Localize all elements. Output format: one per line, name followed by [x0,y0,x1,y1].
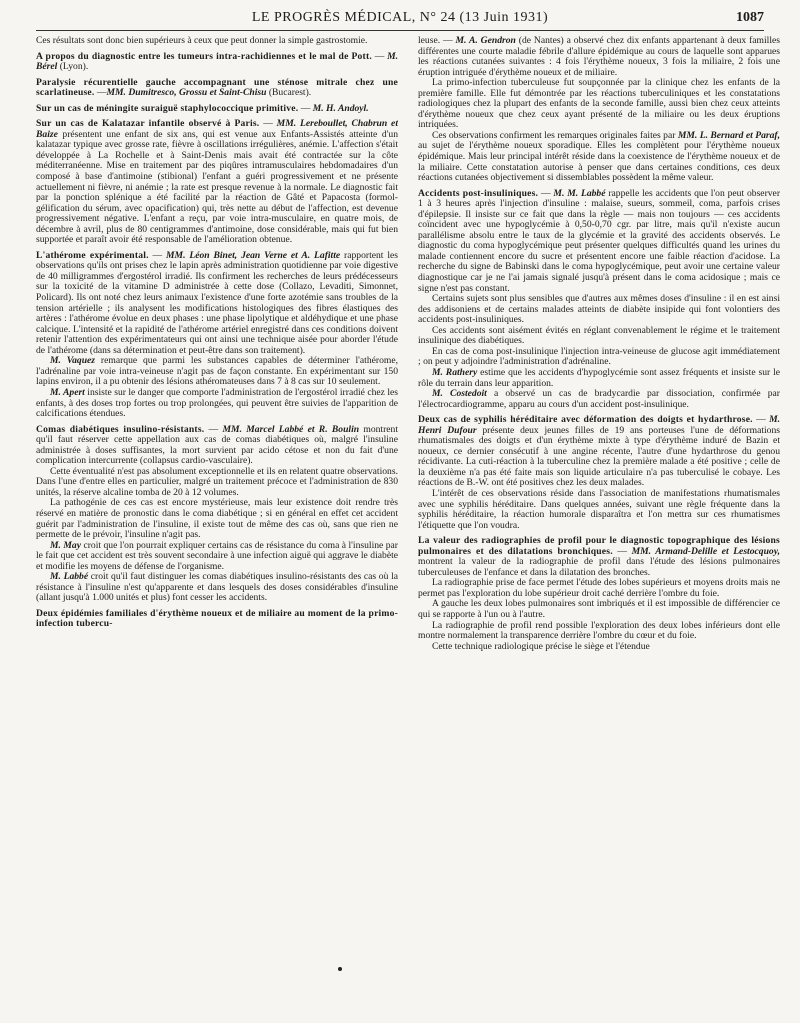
dash: — [259,118,277,130]
section-title: A propos du diagnostic entre les tumeurs intra-rachidiennes et le mal de Pott. [36,50,372,62]
paragraph [418,326,780,347]
paragraph-text: (de Nantes) a observé chez dix enfants appartenant à deux familles différentes une courte maladie fébrile d'allure épidémique au cours de laquelle sont apparues les réactions cutanées suivantes : 4 fois l'érythème noueux, 3 fois la miliaire, 2 fois une éruption intriguée d'érythème noueux et de miliaire. [418,36,780,78]
paragraph [418,621,780,642]
author-names: MM. Lereboullet, Chabrun et Baize [36,118,398,140]
section-title: Sur un cas de méningite suraiguë staphylococcique primitive. [36,102,299,114]
paragraph-text: (Bucarest). [266,87,312,99]
paragraph-text: montrent qu'il faut réserver cette appellation aux cas de comas diabétiques où, malgré l'insuline administrée à doses suffisantes, la mort survient par acido cétose et non du fait d'une complication intercurrente (collapsus cardio-vasculaire). [36,423,398,467]
section-title: Paralysie récurentielle gauche accompagnant une sténose mitrale chez une scarlatineuse. [36,76,398,99]
paragraph [36,541,398,573]
paragraph [36,356,398,388]
dash: — [612,545,632,557]
paragraph-text: croit qu'il faut distinguer les comas diabétiques insulino-résistants des cas où la résistance à l'insuline n'est qu'apparente et dans lesquels des doses considérables d'insuline (allant jusqu'à 1.000 unités et plus) font cesser les accidents. [36,571,398,604]
dash: — [148,249,167,261]
paragraph [418,599,780,620]
section-paragraph [36,251,398,356]
paragraph-text: Ces observations confirment les remarques originales faites par [432,129,678,141]
paragraph-text: présente deux jeunes filles de 19 ans porteuses l'une de déformations rhumatismales des doigts et d'un érythème mixte à type d'érythème induré de Bazin et noueux, ce dernier consécutif à une angine récente, l'autre d'une hydarthrose du genou récidivante. La cuti-réaction à la tuberculine chez la première malade a été positive ; celle de la deuxième n'a pas été faite mais son liquide articulaire n'a pas tuberculisé le cobaye. Les réactions de B.-W. ont été positives chez les deux malades. [418,424,780,489]
paragraph-text: rappelle les accidents que l'on peut observer 1 à 3 heures après l'injection d'insuline : malaise, sueurs, sommeil, coma, parfois crises d'épilepsie. Il insiste sur ce fait que dans la règle — mais non toujours — ces accidents coïncident avec une hypoglycémie à 0,50-0,70 cgr. par litre, mais qu'il n'existe aucun parallélisme absolu entre le taux de la glycémie et la gravité des accidents observés. Le diagnostic du coma hypoglycémique peut présenter quelques difficultés quand les urines du malade contiennent encore du sucre et présentent encore une faible réaction d'acidose. La recherche du signe de Babinski dans le coma hypoglycémique, peut avoir une certaine valeur diagnostique car je ne l'ai jamais signalé jusqu'à présent dans le coma acidosique ; mais ce signe n'est pas constant. [418,187,780,294]
paragraph-text: (Lyon). [57,61,89,73]
paragraph-text: Cette éventualité n'est pas absolument exceptionnelle et ils en relatent quatre observations. Dans l'une d'entre elles en particulier, malgré un traitement précoce et l'administration de 830 unités, la réserve alcaline tomba de 20 à 12 volumes. [36,465,398,498]
section-title: Deux cas de syphilis héréditaire avec déformation des doigts et hydarthrose. [418,414,753,426]
paragraph [36,572,398,604]
paragraph-text: La primo-infection tuberculeuse fut soupçonnée par la clinique chez les enfants de la première famille. Elle fut démontrée par les réactions tuberculiniques et les constatations radiologiques chez la plupart des enfants de la seconde famille, aussi bien chez ceux atteints d'érythème noueux que chez ceux ayant présenté de la miliaire ou les deux éruptions intriquées. [418,77,780,131]
paragraph [418,36,780,78]
author-names: MM. Dumitresco, Grossu et Saint-Chisu [106,87,267,99]
dash: — [538,187,554,199]
paragraph [418,578,780,599]
paragraph [418,489,780,531]
paragraph-text: montrent la valeur de la radiographie de profil dans l'étude des lésions pulmonaires tuberculeuses de l'enfance et dans la dilatation des bronches. [418,556,780,578]
author-names: M. Vaquez [50,355,96,367]
ink-dot [338,967,342,971]
section-paragraph [418,189,780,294]
author-names: M. Bérel [36,50,398,73]
paragraph-text: En cas de coma post-insulinique l'injection intra-veineuse de glucose agit immédiatement ; on peut y adjoindre l'administration d'adrénaline. [418,345,780,368]
paragraph-text: insiste sur le danger que comporte l'administration de l'ergostérol irradié chez les enfants, à des doses trop fortes ou trop prolongées, qui peuvent être suivies de l'apparition de calcifications étendues. [36,386,398,420]
section-paragraph [36,425,398,467]
paragraph [36,498,398,540]
paragraph [36,36,398,47]
running-header [36,8,764,31]
paragraph [36,388,398,420]
section-paragraph [36,52,398,73]
paragraph-text: Ces résultats sont donc bien supérieurs à ceux que peut donner la simple gastrostomie. [36,36,368,46]
paragraph-text: leuse. [418,36,441,46]
section-title: Sur un cas de Kalatazar infantile observé à Paris. [36,118,260,130]
paragraph-text: La radiographie prise de face permet l'étude des lobes supérieurs et moyens droits mais ne permet pas l'exploration du lobe supérieur droit caché derrière l'ombre du foie. [418,577,780,599]
paragraph [418,368,780,389]
author-names: MM. Marcel Labbé et R. Boulin [222,423,360,435]
section-title: L'athérome expérimental. [36,249,149,261]
paragraph-text: rapportent les observations qu'ils ont prises chez le lapin après administration quotidienne par voie digestive de 40 milligrammes d'ergostérol irradié. Ils confirment les recherches de leurs prédécesseurs sur la toxicité de la vitamine D administrée à cette dose (Collazo, Levaditi, Simonnet, Policard). Ils ont noté chez leurs animaux l'existence d'une forte azotémie sans troubles de la tension artérielle ; ils analysent les modifications histologiques des fibres élastiques des artères : l'athérome évolue en deux phases : une phase lipolytique et aldéhydique et une phase calcique. L'intensité et la rapidité de l'athérome artériel enregistré dans ces conditions doivent retenir l'attention des expérimentateurs qui ont ainsi une technique aisée pour aborder l'étude de l'athérome (dans sa détermination et peut-être dans son traitement). [36,249,398,356]
paragraph [36,467,398,499]
paragraph-text: La pathogénie de ces cas est encore mystérieuse, mais leur existence doit rendre très réservé en matière de pronostic dans le coma diabétique ; si en général en effet cet accident guérit par l'administration de l'insuline, il existe tout de même des cas où, sans que rien ne permette de le prévoir, l'insuline n'agit pas. [36,497,398,541]
section-paragraph [418,536,780,578]
author-names: M. M. Labbé [553,187,606,199]
paragraph-text: a observé un cas de bradycardie par dissociation, confirmée par l'électrocardiogramme, apparu au cours d'un accident post-insulinique. [418,388,780,410]
section-title: Accidents post-insuliniques. [418,187,539,199]
author-names: MM. Armand-Delille et Lestocquoy, [631,545,780,557]
paragraph-text: au sujet de l'érythème noueux sporadique. Elles les complètent pour l'érythème noueux épidémique. Mais leur principal intérêt réside dans la coexistence de l'érythème noueux et de la miliaire. Cette constatation autorise à penser que dans certaines conditions, ces deux réactions cutanées objectivement si dissemblables possèdent la même valeur. [418,140,780,184]
paragraph-text: croit que l'on pourrait expliquer certains cas de résistance du coma à l'insuline par le fait que cet accident est très souvent secondaire à une infection aiguë qui aggrave le diabète et modifie les moyens de défense de l'organisme. [36,539,398,572]
section-paragraph [36,104,398,115]
article-columns [36,36,780,991]
paragraph-text: présentent une enfant de six ans, qui est venue aux Enfants-Assistés atteinte d'un kalatazar typique avec grosse rate, fièvre à oscillations irrégulières, anémie. L'affection s'était développée à La Rochelle et à Saint-Denis mais avait été contractée sur la côte méditerranéenne. Mise en traitement par des piqûres intramusculaires hebdomadaires d'un composé à base d'antimoine (stibional) l'enfant a guéri progressivement et ne présente actuellement ni fièvre, ni anémie ; la rate est presque revenue à la normale. Le diagnostic fait par la ponction splénique a été facilité par la réaction de Gâté et Papacosta (formol-gélification du sérum, avec opacification) qui, très nette au début de l'affection, est devenue progressivement négative. L'enfant a reçu, par voie intra-musculaire, en quatre mois, de décembre à avril, plus de 80 centigrammes d'antimoine, dose considérable, mais qui fut bien supportée et paraît avoir été responsable de l'amélioration obtenue. [36,128,398,246]
paragraph-text: estime que les accidents d'hypoglycémie sont assez fréquents et insiste sur le rôle du terrain dans leur apparition. [418,366,780,389]
right-column [418,36,780,991]
author-names: M. Henri Dufour [418,414,780,436]
paragraph [418,389,780,410]
author-names: M. Costedoit [432,388,487,400]
author-names: M. May [50,539,81,551]
paragraph-text: Cette technique radiologique précise le siège et l'étendue [432,640,650,652]
dash: — [204,423,223,435]
dash: — [94,87,107,99]
dash: — [298,102,313,114]
section-paragraph [36,78,398,99]
section-paragraph [36,609,398,630]
paragraph [418,347,780,368]
author-names: M. A. Gendron [455,36,516,46]
paragraph-text: La radiographie de profil rend possible l'exploration des deux lobes inférieurs dont elle montre normalement la transparence derrière l'ombre du cœur et du foie. [418,619,780,642]
dash: — [371,50,388,62]
author-names: MM. Léon Binet, Jean Verne et A. Lafitte [166,249,341,261]
paragraph-text: remarque que parmi les substances capables de déterminer l'athérome, l'adrénaline par voie intra-veineuse n'agit pas de façon constante. En expérimentant sur 150 lapins environ, il a pu obtenir des lésions athéromateuses dans 7 à 8 cas sur 10 seulement. [36,355,398,388]
paragraph-text: A gauche les deux lobes pulmonaires sont imbriqués et il est impossible de différencier ce qui se rapporte à l'un ou à l'autre. [418,598,780,620]
section-title: La valeur des radiographies de profil pour le diagnostic topographique des lésions pulmonaires et des dilatations bronchiques. [418,535,780,557]
paragraph [418,294,780,326]
paragraph-text: L'intérêt de ces observations réside dans l'association de manifestations rhumatismales avec une syphilis héréditaire. Dans quelques années, suivant une règle fréquente dans la syphilis héréditaire, la réaction humorale disparaîtra et l'on mettra sur ces rhumatismes l'étiquette que l'on voudra. [418,487,780,531]
author-names: M. Labbé [50,571,89,583]
dash: — [440,36,456,46]
paragraph-text: Certains sujets sont plus sensibles que d'autres aux mêmes doses d'insuline : il en est ainsi des addisoniens et de certains malades atteints de diabète insipide qui font volontiers des accidents post-insuliniques. [418,293,780,326]
paragraph [418,78,780,131]
paragraph-text: Ces accidents sont aisément évités en réglant convenablement le régime et le traitement insulinique des diabétiques. [418,324,780,347]
section-title: Deux épidémies familiales d'érythème noueux et de miliaire au moment de la primo-infection tubercu- [36,607,398,630]
section-paragraph [418,415,780,489]
author-names: M. Apert [50,386,85,398]
left-column [36,36,398,991]
author-names: M. H. Andoyl. [312,102,369,114]
author-names: M. Rathery [432,366,478,378]
paragraph [418,131,780,184]
section-title: Comas diabétiques insulino-résistants. [36,423,205,435]
author-names: MM. L. Bernard et Paraf, [677,129,780,141]
paragraph [418,642,780,653]
dash: — [752,414,770,426]
section-paragraph [36,119,398,246]
journal-title: LE PROGRÈS MÉDICAL, N° 24 (13 Juin 1931) [251,10,549,25]
page-number: 1087 [736,10,764,25]
